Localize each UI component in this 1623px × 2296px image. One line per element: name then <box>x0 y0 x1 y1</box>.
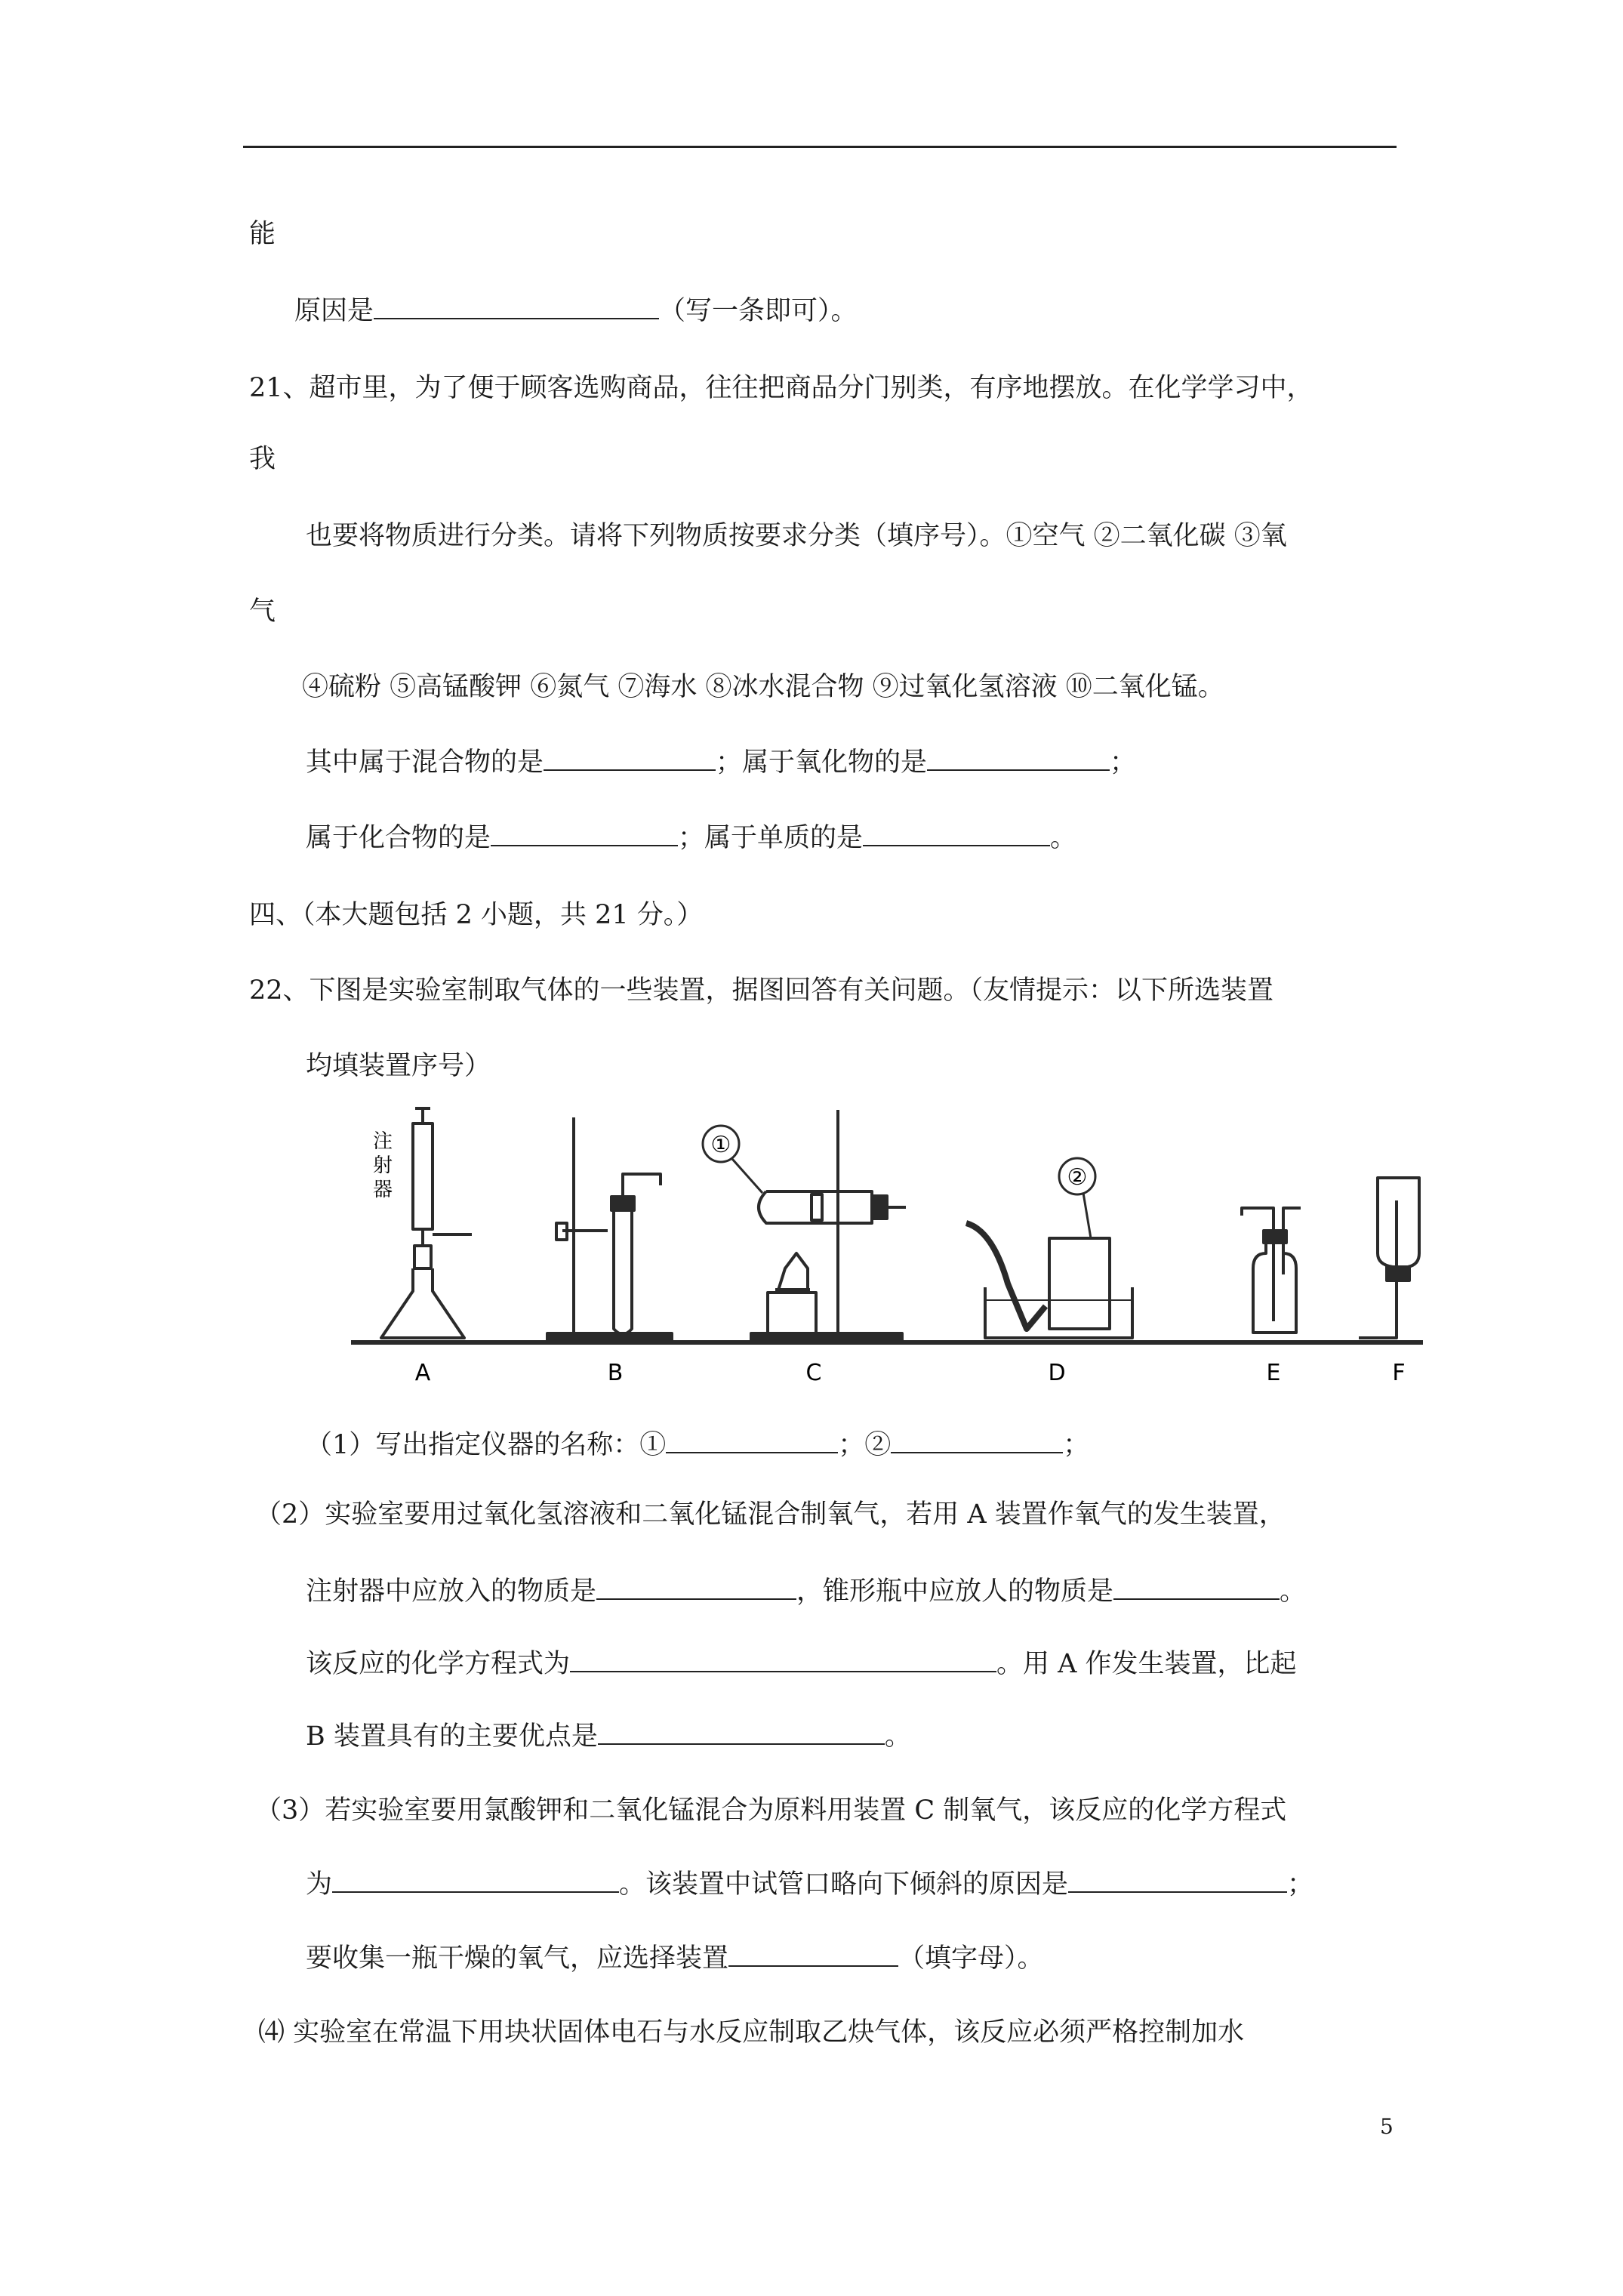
apparatus-e-icon <box>1242 1208 1301 1333</box>
answer-blank[interactable] <box>1068 1869 1287 1893</box>
answer-blank[interactable] <box>728 1943 898 1967</box>
answer-blank[interactable] <box>863 822 1050 846</box>
answer-blank[interactable] <box>666 1429 838 1453</box>
label-a: A <box>414 1360 431 1386</box>
answer-blank[interactable] <box>598 1721 885 1745</box>
text-line: ④硫粉 ⑤高锰酸钾 ⑥氮气 ⑦海水 ⑧冰水混合物 ⑨过氧化氢溶液 ⑩二氧化锰。 <box>302 672 1224 702</box>
text-line: 我 <box>249 444 276 474</box>
text-line <box>294 293 858 329</box>
text-segment: ；② <box>838 1430 892 1460</box>
text-line <box>306 1573 1306 1610</box>
text-segment: 。用 A 作发生装置，比起 <box>996 1649 1297 1679</box>
answer-blank[interactable] <box>544 747 716 771</box>
text-segment: 。 <box>884 1721 911 1752</box>
answer-blank[interactable] <box>1113 1576 1280 1600</box>
apparatus-figure <box>343 1102 1431 1389</box>
text-segment: B 装置具有的主要优点是 <box>306 1721 598 1752</box>
syringe-label-1: 注 <box>372 1130 393 1153</box>
header-rule <box>243 146 1397 148</box>
text-line <box>306 1427 1089 1463</box>
apparatus-b-icon <box>547 1117 672 1342</box>
text-segment: 。 <box>1280 1576 1307 1607</box>
label-e: E <box>1266 1360 1281 1386</box>
answer-blank[interactable] <box>332 1869 619 1893</box>
text-segment: ； <box>1063 1430 1090 1460</box>
text-line: 均填装置序号） <box>306 1051 491 1081</box>
text-line <box>306 1866 1313 1903</box>
text-segment: 其中属于混合物的是 <box>306 747 544 778</box>
text-segment: 要收集一瓶干燥的氧气，应选择装置 <box>306 1943 729 1974</box>
marker-2: ② <box>1067 1164 1088 1191</box>
label-b: B <box>607 1360 624 1386</box>
text-line: （2）实验室要用过氧化氢溶液和二氧化锰混合制氧气，若用 A 装置作氧气的发生装置， <box>255 1499 1286 1530</box>
text-line: 能 <box>249 219 276 249</box>
text-segment: 。该装置中试管口略向下倾斜的原因是 <box>619 1869 1069 1900</box>
text-segment: （1）写出指定仪器的名称：① <box>306 1430 667 1460</box>
page-number: 5 <box>1380 2114 1394 2139</box>
text-segment: 注射器中应放入的物质是 <box>306 1576 597 1607</box>
text-segment: 。 <box>1050 823 1077 853</box>
answer-blank[interactable] <box>891 1429 1063 1453</box>
section-heading: 四、（本大题包括 2 小题，共 21 分。） <box>249 900 704 930</box>
apparatus-f-icon <box>1359 1178 1419 1338</box>
text-segment: ，锥形瓶中应放人的物质是 <box>796 1576 1114 1607</box>
text-segment: 属于化合物的是 <box>306 823 491 853</box>
text-line <box>306 820 1076 856</box>
text-segment: 为 <box>306 1869 333 1900</box>
text-segment: ；属于氧化物的是 <box>716 747 928 778</box>
label-c: C <box>805 1360 822 1386</box>
text-line <box>306 1718 911 1755</box>
text-segment: ； <box>1287 1869 1314 1900</box>
apparatus-c-icon <box>703 1110 906 1342</box>
apparatus-a-icon <box>381 1108 472 1338</box>
text-segment: （填字母）。 <box>898 1943 1044 1974</box>
text-line <box>306 1646 1297 1682</box>
text-line: 也要将物质进行分类。请将下列物质按要求分类（填序号）。①空气 ②二氧化碳 ③氧 <box>306 521 1287 551</box>
answer-blank[interactable] <box>927 747 1110 771</box>
question-21-line: 21、超市里，为了便于顾客选购商品，往往把商品分门别类，有序地摆放。在化学学习中， <box>249 373 1313 403</box>
text-segment: 该反应的化学方程式为 <box>306 1649 571 1679</box>
answer-blank[interactable] <box>596 1576 796 1600</box>
answer-blank[interactable] <box>570 1648 996 1672</box>
text-segment: ； <box>1110 747 1137 778</box>
answer-blank[interactable] <box>491 822 678 846</box>
label-f: F <box>1392 1360 1406 1386</box>
apparatus-d-icon <box>966 1158 1132 1338</box>
text-line: 气 <box>249 596 276 627</box>
text-segment: ；属于单质的是 <box>678 823 864 853</box>
text-segment: （写一条即可）。 <box>659 296 858 326</box>
answer-blank[interactable] <box>374 295 659 319</box>
text-segment: 原因是 <box>294 296 374 326</box>
marker-1: ① <box>710 1132 731 1158</box>
label-d: D <box>1048 1360 1066 1386</box>
text-line: （3）若实验室要用氯酸钾和二氧化锰混合为原料用装置 C 制氧气，该反应的化学方程式 <box>255 1795 1287 1826</box>
question-22-line: 22、下图是实验室制取气体的一些装置，据图回答有关问题。（友情提示：以下所选装置 <box>249 975 1274 1006</box>
text-line: ⑷ 实验室在常温下用块状固体电石与水反应制取乙炔气体，该反应必须严格控制加水 <box>258 2017 1245 2048</box>
syringe-label-2: 射 <box>372 1154 393 1177</box>
text-line <box>306 744 1136 781</box>
syringe-label-3: 器 <box>372 1179 393 1201</box>
text-line <box>306 1940 1044 1977</box>
